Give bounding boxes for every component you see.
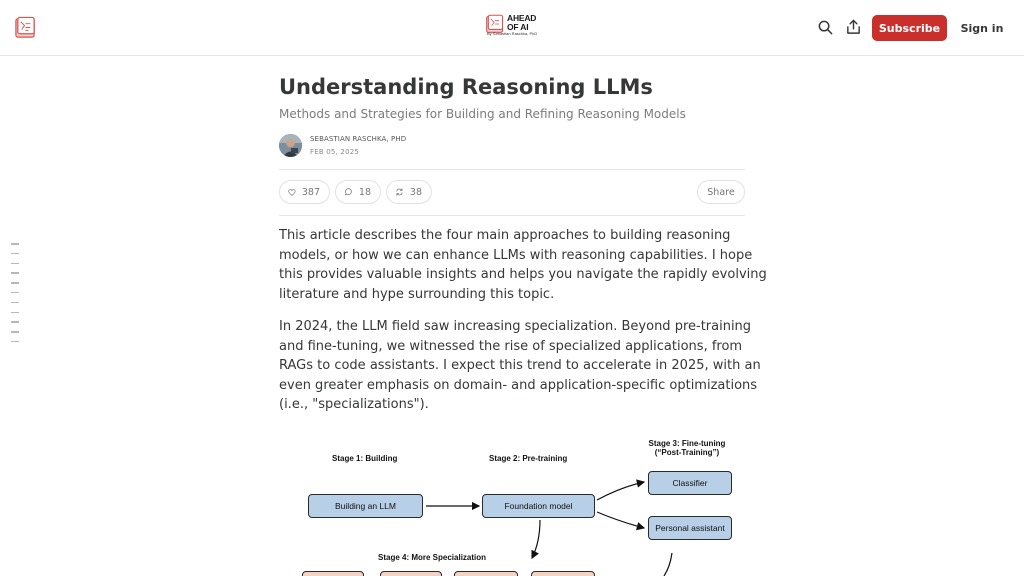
arrow-to-assistant — [597, 512, 644, 528]
stage-3-subtitle: (“Post-Training”) — [654, 448, 720, 457]
stage-4-label: Stage 4: More Specialization — [378, 553, 487, 562]
toc-marker[interactable] — [11, 341, 19, 343]
arrow-to-classifier — [597, 482, 644, 500]
comment-button[interactable] — [335, 180, 381, 204]
subscribe-button[interactable]: Subscribe — [872, 15, 947, 41]
brand-line-2: OF AI — [507, 21, 529, 32]
avatar[interactable] — [279, 134, 302, 157]
top-bar — [0, 0, 1024, 56]
avatar-photo-icon — [279, 134, 302, 157]
box-building-llm: Building an LLM — [308, 494, 423, 518]
search-icon[interactable] — [817, 19, 834, 36]
divider — [279, 215, 745, 216]
page-subtitle: Methods and Strategies for Building and Refining Reasoning Models — [279, 107, 686, 121]
page-title: Understanding Reasoning LLMs — [279, 75, 653, 99]
sign-in-button[interactable]: Sign in — [956, 19, 1008, 37]
heart-icon — [288, 187, 296, 198]
llm-stages-diagram[interactable] — [296, 432, 746, 576]
specialization-box — [302, 571, 364, 576]
paragraph-specialization — [279, 317, 761, 415]
text-line: models, or how we can enhance LLMs with reasoning capabilities. I hope — [279, 247, 753, 263]
like-button[interactable] — [279, 180, 330, 204]
specialization-box — [454, 571, 518, 576]
specialization-box — [531, 571, 595, 576]
toc-marker[interactable] — [11, 302, 19, 304]
toc-marker[interactable] — [11, 321, 19, 323]
publish-date: FEB 05, 2025 — [310, 148, 360, 156]
toc-marker[interactable] — [11, 331, 19, 333]
stage-3-label — [644, 439, 730, 457]
paragraph-intro — [279, 226, 767, 304]
toc-marker[interactable] — [11, 243, 19, 245]
text-line: RAGs to code assistants. I expect this trend to accelerate in 2025, with an — [279, 358, 761, 373]
toc-marker[interactable] — [11, 292, 19, 294]
divider — [279, 169, 745, 170]
box-personal-assistant: Personal assistant — [648, 516, 732, 540]
text-line: In 2024, the LLM field saw increasing specialization. Beyond pre-training — [279, 319, 752, 334]
box-classifier: Classifier — [648, 471, 732, 495]
comment-icon — [344, 186, 353, 198]
text-line: literature and hype surrounding this topic. — [279, 286, 555, 302]
brand-byline: By Sebastian Raschka, PhD — [487, 31, 538, 36]
specialization-box — [380, 571, 442, 576]
like-count: 387 — [301, 186, 320, 198]
toc-marker[interactable] — [11, 253, 19, 255]
restack-icon — [395, 186, 404, 198]
toc-marker[interactable] — [11, 312, 19, 314]
text-line: and fine-tuning, we witnessed the rise of specialized applications, from — [279, 338, 743, 354]
brand-line-1: AHEAD — [507, 13, 537, 23]
table-of-contents-markers[interactable] — [11, 243, 19, 351]
toc-marker[interactable] — [11, 272, 19, 274]
text-line: even greater emphasis on domain- and application-specific optimizations — [279, 377, 758, 393]
arrow-from-assistant — [664, 553, 672, 576]
comment-count: 18 — [358, 186, 371, 198]
toc-marker[interactable] — [11, 282, 19, 284]
share-button[interactable]: Share — [697, 180, 745, 204]
stage-1-label: Stage 1: Building — [332, 454, 398, 463]
text-line: this provides valuable insights and helps you navigate the rapidly evolving — [279, 267, 767, 282]
share-icon[interactable] — [845, 18, 862, 36]
toc-marker[interactable] — [11, 263, 19, 265]
brand-logo[interactable] — [485, 14, 537, 42]
stage-3-title: Stage 3: Fine-tuning — [648, 439, 726, 448]
text-line: (i.e., "specializations"). — [279, 397, 429, 412]
text-line: This article describes the four main approaches to building reasoning — [279, 228, 731, 243]
box-foundation-model: Foundation model — [482, 494, 595, 518]
author-name[interactable]: SEBASTIAN RASCHKA, PHD — [310, 135, 407, 143]
logo-icon[interactable] — [14, 16, 37, 39]
restack-count: 38 — [409, 186, 422, 198]
stage-2-label: Stage 2: Pre-training — [489, 454, 568, 463]
arrow-to-specialization — [532, 520, 540, 558]
restack-button[interactable] — [386, 180, 432, 204]
